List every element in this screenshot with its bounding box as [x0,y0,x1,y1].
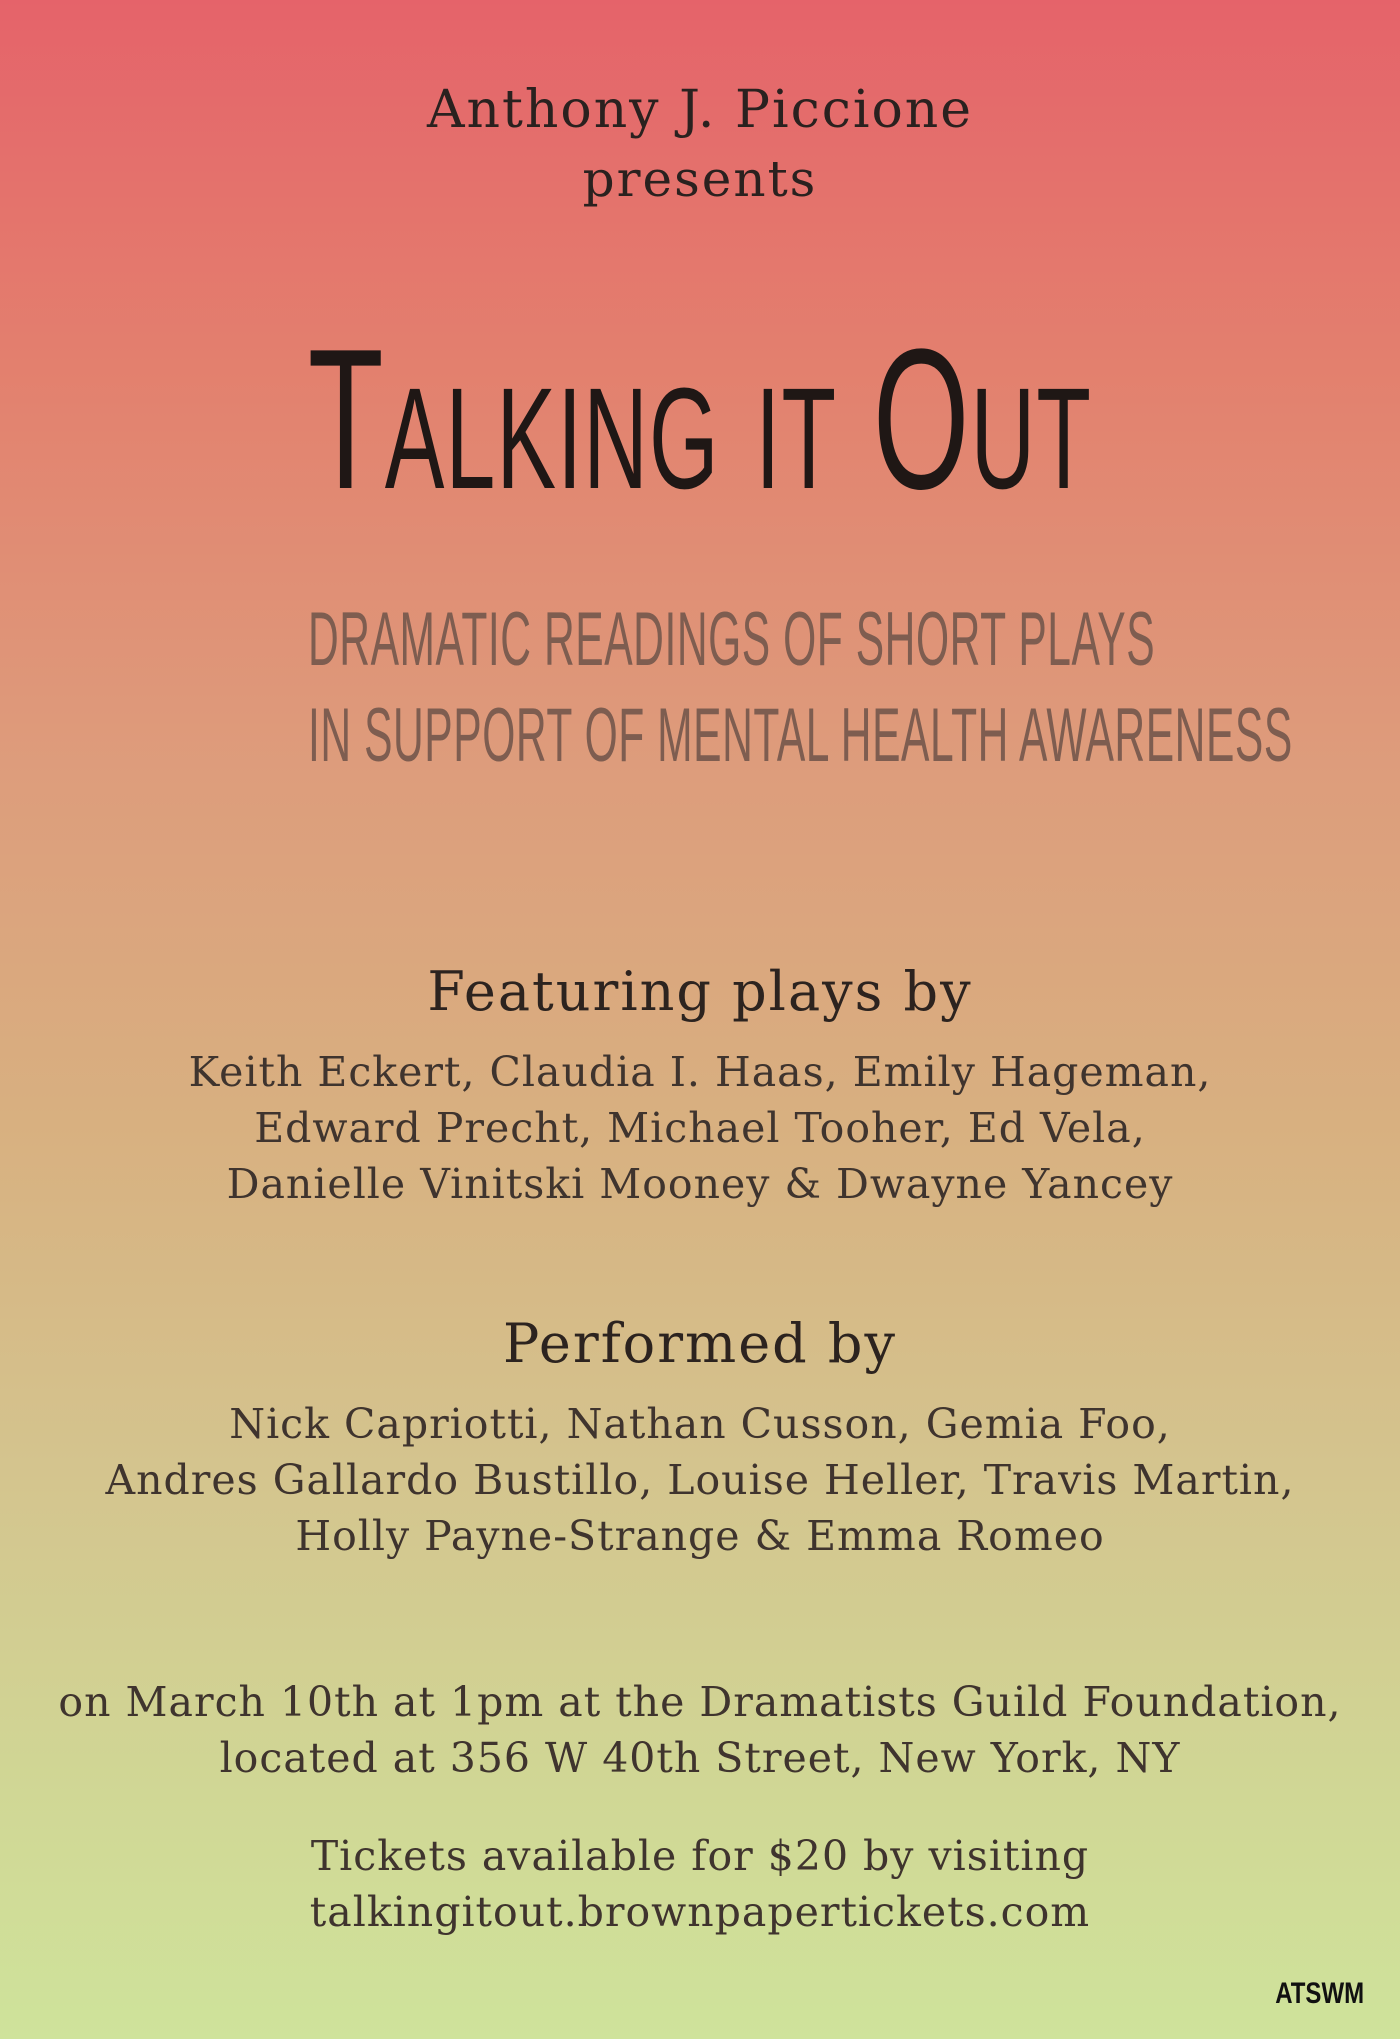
poster-title [266,308,1134,539]
event-details-line: located at 356 W 40th Street, New York, NY [219,1734,1181,1782]
tickets-url: talkingitout.brownpapertickets.com [309,1888,1091,1936]
presents-label: presents [582,150,818,208]
performers-line: Nick Capriotti, Nathan Cusson, Gemia Foo, [229,1400,1171,1448]
performed-heading: Performed by [503,1312,897,1375]
tickets-line: Tickets available for $20 by visiting [310,1832,1090,1880]
performers-line: Andres Gallardo Bustillo, Louise Heller, Travis Martin, [105,1456,1295,1504]
presenter-name: Anthony J. Piccione [426,80,974,140]
title-word-2: IT [755,358,838,519]
event-details-line: on March 10th at 1pm at the Dramatists Guild Foundation, [58,1678,1342,1726]
playwrights-line: Keith Eckert, Claudia I. Haas, Emily Hageman, [188,1048,1212,1096]
title-word-3: OUT [872,308,1093,531]
featuring-heading: Featuring plays by [427,960,973,1023]
playwrights-line: Edward Precht, Michael Tooher, Ed Vela, [254,1104,1146,1152]
subtitle-line-1: DRAMATIC READINGS OF SHORT PLAYS [308,597,1156,682]
title-word-1: TALKING [307,308,720,531]
playwrights-line: Danielle Vinitski Mooney & Dwayne Yancey [226,1160,1174,1208]
performers-line: Holly Payne-Strange & Emma Romeo [295,1512,1105,1560]
subtitle-line-2: IN SUPPORT OF MENTAL HEALTH AWARENESS [308,693,1293,778]
corner-mark: ATSWM [1275,1977,1364,2010]
